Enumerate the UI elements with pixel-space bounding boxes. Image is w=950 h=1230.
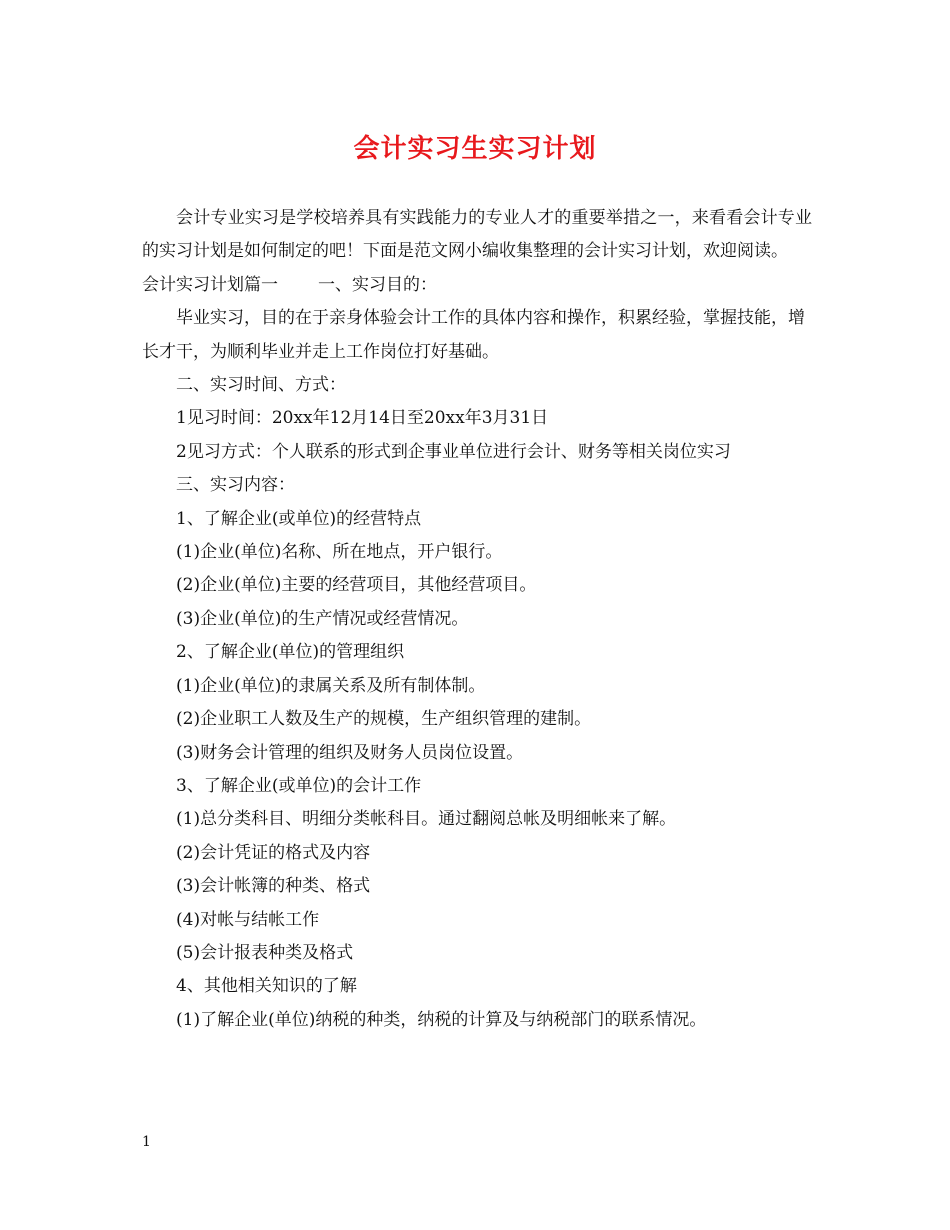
intro-paragraph: 会计专业实习是学校培养具有实践能力的专业人才的重要举措之一，来看看会计专业的实习计划是如何制定的吧！下面是范文网小编收集整理的会计实习计划，欢迎阅读。 xyxy=(142,208,812,262)
paragraph-18: (4)对帐与结帐工作 xyxy=(176,909,320,930)
paragraph-15: (1)总分类科目、明细分类帐科目。通过翻阅总帐及明细帐来了解。 xyxy=(176,809,677,830)
first-heading: 一、实习目的： xyxy=(318,274,437,295)
section-label: 会计实习计划篇一 xyxy=(142,274,278,295)
paragraph-7: (1)企业(单位)名称、所在地点，开户银行。 xyxy=(176,542,503,563)
paragraph-8: (2)企业(单位)主要的经营项目，其他经营项目。 xyxy=(176,575,537,596)
paragraph-3: 1见习时间：20xx年12月14日至20xx年3月31日 xyxy=(176,408,549,429)
paragraph-12: (2)企业职工人数及生产的规模，生产组织管理的建制。 xyxy=(176,709,592,730)
paragraph-2: 二、实习时间、方式： xyxy=(176,375,346,396)
section-heading-line xyxy=(142,269,812,302)
paragraph-14: 3、了解企业(或单位)的会计工作 xyxy=(176,775,422,796)
paragraph-6: 1、了解企业(或单位)的经营特点 xyxy=(176,508,422,529)
document-body xyxy=(142,202,812,1037)
paragraph-21: (1)了解企业(单位)纳税的种类，纳税的计算及与纳税部门的联系情况。 xyxy=(176,1009,707,1030)
paragraph-4: 2见习方式：个人联系的形式到企事业单位进行会计、财务等相关岗位实习 xyxy=(176,441,731,462)
paragraph-16: (2)会计凭证的格式及内容 xyxy=(176,842,371,863)
paragraph-17: (3)会计帐簿的种类、格式 xyxy=(176,876,371,897)
paragraph-11: (1)企业(单位)的隶属关系及所有制体制。 xyxy=(176,675,486,696)
paragraph-9: (3)企业(单位)的生产情况或经营情况。 xyxy=(176,608,469,629)
paragraph-13: (3)财务会计管理的组织及财务人员岗位设置。 xyxy=(176,742,524,763)
document-title: 会计实习生实习计划 xyxy=(353,134,597,164)
paragraph-19: (5)会计报表种类及格式 xyxy=(176,942,354,963)
paragraph-20: 4、其他相关知识的了解 xyxy=(176,976,357,997)
paragraph-1: 毕业实习，目的在于亲身体验会计工作的具体内容和操作，积累经验，掌握技能，增长才干，为顺利毕业并走上工作岗位打好基础。 xyxy=(142,308,805,362)
paragraph-10: 2、了解企业(单位)的管理组织 xyxy=(176,642,405,663)
paragraph-5: 三、实习内容： xyxy=(176,475,295,496)
page-number: 1 xyxy=(142,1134,151,1150)
